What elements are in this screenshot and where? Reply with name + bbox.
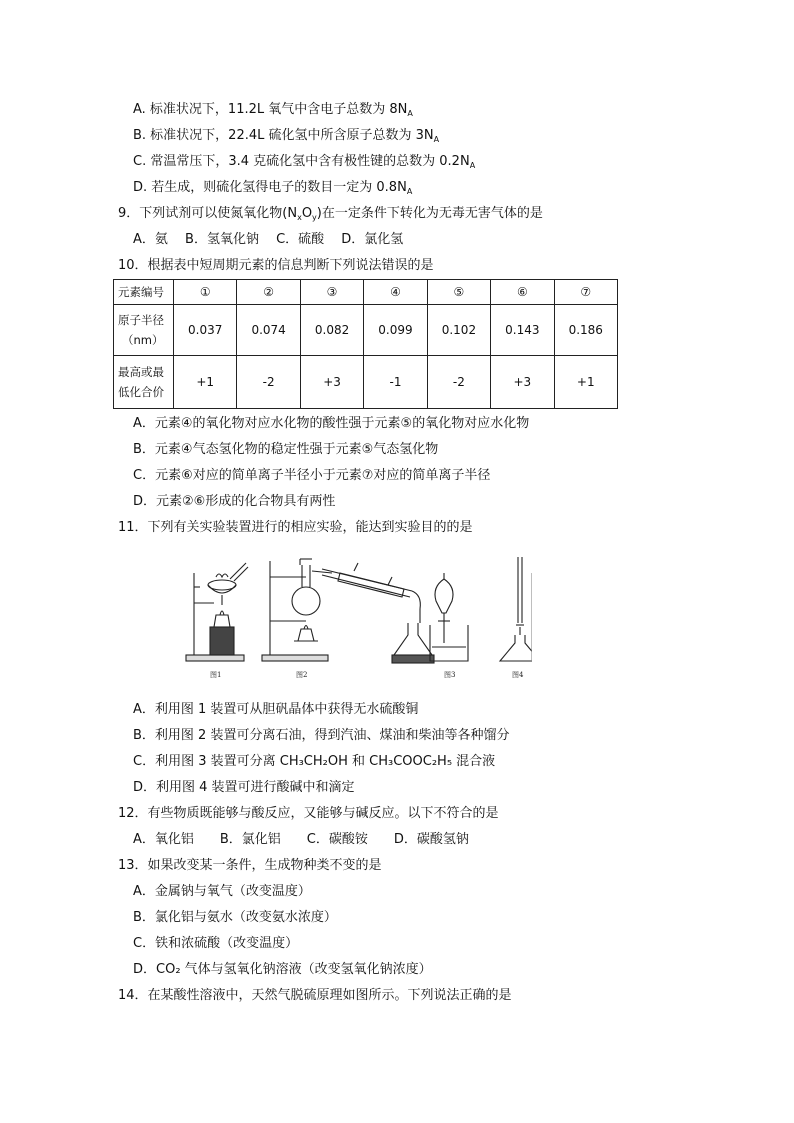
table-cell: +1	[174, 356, 237, 409]
q8-option-d	[133, 179, 412, 201]
table-cell: 0.037	[174, 305, 237, 356]
q13-stem: 13．如果改变某一条件，生成物种类不变的是	[118, 858, 382, 873]
q8-option-a-text: A. 标准状况下，11.2L 氧气中含电子总数为 8N	[133, 102, 408, 117]
table-cell: 0.102	[427, 305, 490, 356]
table-cell: -2	[237, 356, 300, 409]
condenser-tube	[322, 563, 420, 623]
table-cell: ③	[300, 280, 363, 305]
table-cell: +3	[491, 356, 554, 409]
q11-option-b: B．利用图 2 装置可分离石油，得到汽油、煤油和柴油等各种馏分	[133, 728, 510, 743]
lab-apparatus-figure	[182, 543, 532, 683]
radius-unit: （nm）	[122, 333, 164, 347]
table-cell: +1	[554, 356, 617, 409]
q13-option-b: B．氯化铝与氨水（改变氨水浓度）	[133, 910, 337, 925]
table-row	[114, 305, 618, 356]
subscript: x	[297, 213, 302, 222]
table-cell: ⑦	[554, 280, 617, 305]
table-header-cell: 元素编号	[114, 280, 174, 305]
table-cell: ⑤	[427, 280, 490, 305]
table-row	[114, 356, 618, 409]
table-cell: +3	[300, 356, 363, 409]
subscript: A	[407, 109, 413, 118]
q10-option-b: B．元素④气态氢化物的稳定性强于元素⑤气态氢化物	[133, 442, 439, 457]
figure-2-apparatus	[262, 559, 332, 661]
q9-stem-part: O	[301, 206, 313, 221]
q10-option-a: A．元素④的氧化物对应水化物的酸性强于元素⑤的氧化物对应水化物	[133, 416, 530, 431]
figure-3-apparatus	[430, 573, 468, 661]
table-row	[114, 280, 618, 305]
q11-option-d: D．利用图 4 装置可进行酸碱中和滴定	[133, 780, 355, 795]
subscript: y	[312, 213, 317, 222]
table-cell: -2	[427, 356, 490, 409]
q12-options: A．氧化铝 B．氯化铝 C．碳酸铵 D．碳酸氢钠	[133, 832, 469, 847]
q13-option-a: A．金属钠与氧气（改变温度）	[133, 884, 311, 899]
figure-caption-3: 图3	[444, 671, 456, 679]
q8-option-c-text: C. 常温常压下，3.4 克硫化氢中含有极性键的总数为 0.2N	[133, 154, 470, 169]
table-cell: ⑥	[491, 280, 554, 305]
q13-option-c: C．铁和浓硫酸（改变温度）	[133, 936, 299, 951]
q8-option-b-text: B. 标准状况下，22.4L 硫化氢中所含原子总数为 3N	[133, 128, 434, 143]
q9-stem-part: 9．下列试剂可以使氮氧化物(N	[118, 206, 298, 221]
table-cell: ①	[174, 280, 237, 305]
figure-caption-2: 图2	[296, 671, 308, 679]
q9-stem-part: )在一定条件下转化为无毒无害气体的是	[316, 206, 543, 221]
table-cell: 0.143	[491, 305, 554, 356]
subscript: A	[469, 161, 476, 170]
q11-option-c: C．利用图 3 装置可分离 CH₃CH₂OH 和 CH₃COOC₂H₅ 混合液	[133, 754, 496, 769]
q9-stem	[118, 205, 543, 227]
q8-option-c	[133, 153, 475, 175]
figure-caption-4: 图4	[512, 671, 524, 679]
q9-options: A．氨 B．氢氧化钠 C．硫酸 D．氯化氢	[133, 232, 404, 247]
q10-stem: 10．根据表中短周期元素的信息判断下列说法错误的是	[118, 258, 434, 273]
figure-caption-1: 图1	[210, 671, 222, 679]
table-cell: -1	[364, 356, 427, 409]
radius-label: 原子半径	[118, 313, 164, 327]
table-cell: 0.186	[554, 305, 617, 356]
element-info-table	[113, 279, 618, 409]
figure-1-apparatus	[186, 563, 248, 661]
table-header-cell	[114, 305, 174, 356]
q8-option-d-text: D. 若生成，则硫化氢得电子的数目一定为 0.8N	[133, 180, 407, 195]
q10-option-c: C．元素⑥对应的简单离子半径小于元素⑦对应的简单离子半径	[133, 468, 491, 483]
q8-option-a	[133, 101, 413, 123]
q11-stem: 11．下列有关实验装置进行的相应实验，能达到实验目的的是	[118, 520, 473, 535]
table-cell: 0.099	[364, 305, 427, 356]
valence-label: 低化合价	[118, 385, 164, 399]
receiving-flask	[392, 623, 434, 663]
table-cell: 0.082	[300, 305, 363, 356]
table-cell: ④	[364, 280, 427, 305]
figure-4-apparatus	[500, 557, 532, 661]
q8-option-b	[133, 127, 439, 149]
q12-stem: 12．有些物质既能够与酸反应，又能够与碱反应。以下不符合的是	[118, 806, 499, 821]
table-header-cell	[114, 356, 174, 409]
table-cell: ②	[237, 280, 300, 305]
q10-option-d: D．元素②⑥形成的化合物具有两性	[133, 494, 336, 509]
q13-option-d: D．CO₂ 气体与氢氧化钠溶液（改变氢氧化钠浓度）	[133, 962, 432, 977]
table-cell: 0.074	[237, 305, 300, 356]
subscript: A	[406, 187, 413, 196]
q11-option-a: A．利用图 1 装置可从胆矾晶体中获得无水硫酸铜	[133, 702, 419, 717]
valence-label: 最高或最	[118, 365, 164, 379]
subscript: A	[433, 135, 440, 144]
q14-stem: 14．在某酸性溶液中，天然气脱硫原理如图所示。下列说法正确的是	[118, 988, 512, 1003]
